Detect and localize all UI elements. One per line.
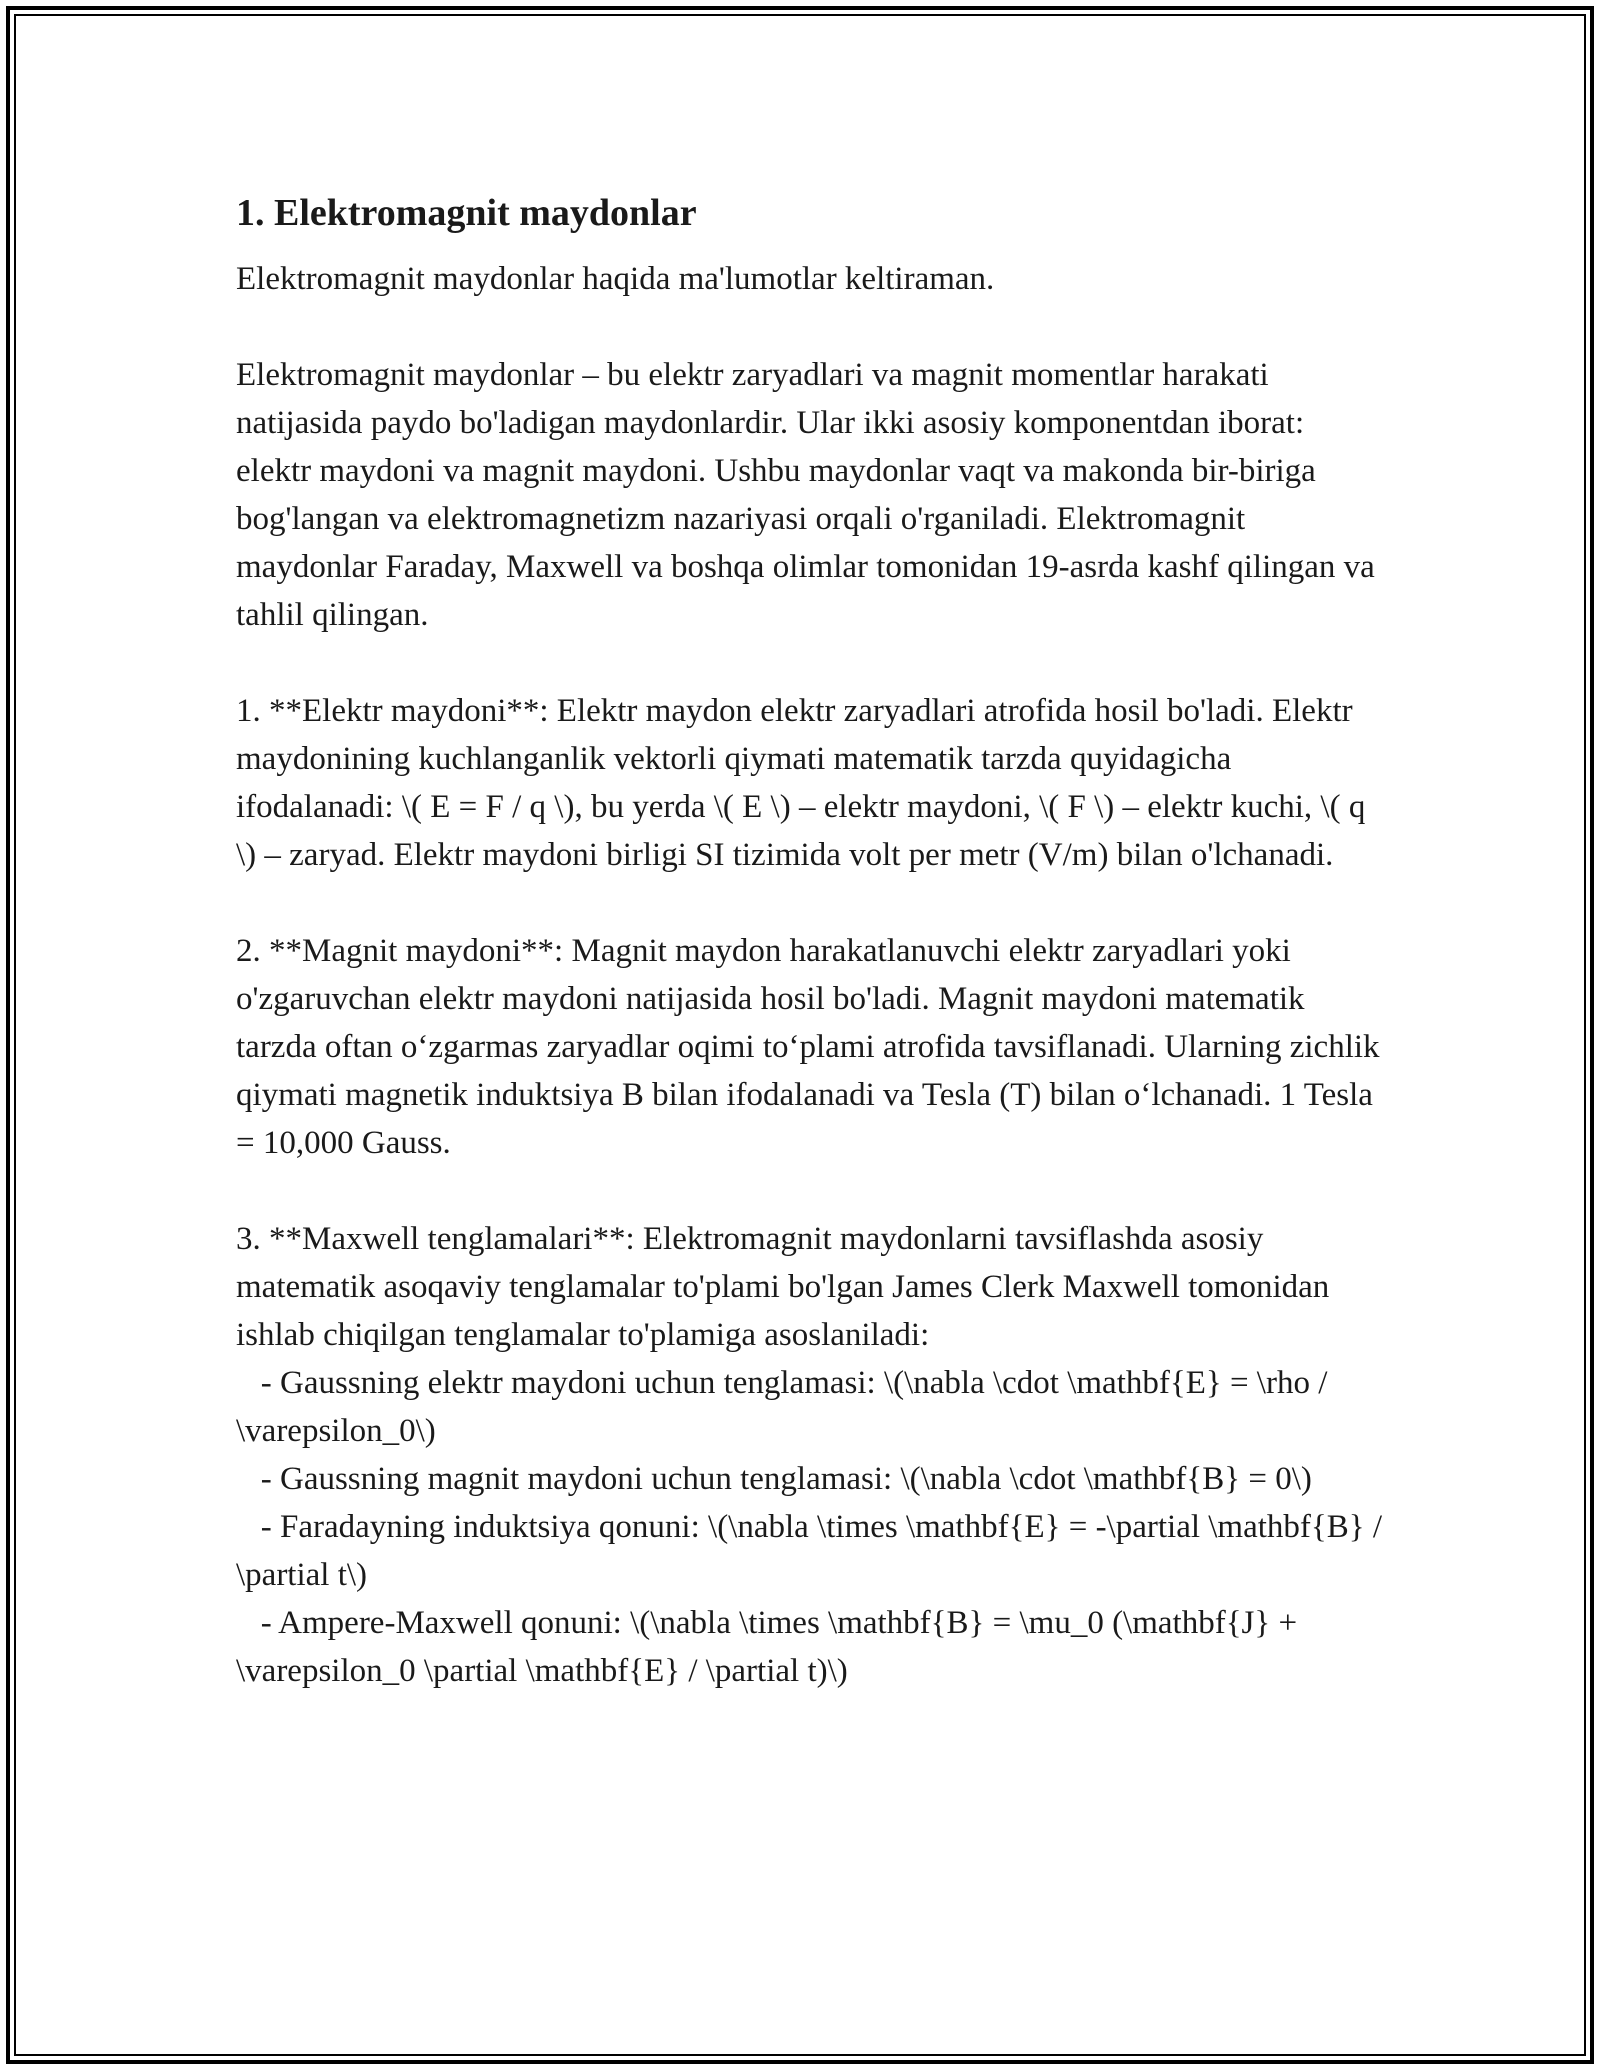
overview-paragraph: Elektromagnit maydonlar – bu elektr zaryadlari va magnit momentlar harakati natijasida paydo bo'ladigan maydonlardir. Ular ikki asosiy komponentdan iborat: elektr maydoni va magnit maydoni. Ushbu maydonlar vaqt va makonda bir-biriga bog'langan va elektromagnetizm nazariyasi orqali o'rganiladi. Elektromagnit maydonlar Faraday, Maxwell va boshqa olimlar tomonidan 19-asrda kashf qilingan va tahlil qilingan. <box>236 357 1384 633</box>
gauss-magnetic-equation: - Gaussning magnit maydoni uchun tenglamasi: \(\nabla \cdot \mathbf{B} = 0\) <box>236 1461 1312 1497</box>
paragraph-spacer <box>236 879 1386 927</box>
document-page <box>236 183 1391 1695</box>
paragraph-spacer <box>236 639 1386 687</box>
document-title: 1. Elektromagnit maydonlar <box>236 192 697 234</box>
faraday-law-equation: - Faradayning induktsiya qonuni: \(\nabla \times \mathbf{E} = -\partial \mathbf{B} / \partial t\) <box>236 1509 1391 1593</box>
electric-field-paragraph: 1. **Elektr maydoni**: Elektr maydon elektr zaryadlari atrofida hosil bo'ladi. Elektr maydonining kuchlanganlik vektorli qiymati matematik tarzda quyidagicha ifodalanadi: \( E = F / q \), bu yerda \( E \) – elektr maydoni, \( F \) – elektr kuchi, \( q \) – zaryad. Elektr maydoni birligi SI tizimida volt per metr (V/m) bilan o'lchanadi. <box>236 693 1374 873</box>
paragraph-spacer <box>236 303 1386 351</box>
intro-paragraph: Elektromagnit maydonlar haqida ma'lumotlar keltiraman. <box>236 261 995 297</box>
ampere-maxwell-equation: - Ampere-Maxwell qonuni: \(\nabla \times \mathbf{B} = \mu_0 (\mathbf{J} + \varepsilon_0 \partial \mathbf{E} / \partial t)\) <box>236 1605 1306 1689</box>
gauss-electric-equation: - Gaussning elektr maydoni uchun tenglamasi: \(\nabla \cdot \mathbf{E} = \rho / \varepsilon_0\) <box>236 1365 1336 1449</box>
paragraph-spacer <box>236 1167 1386 1215</box>
magnetic-field-paragraph: 2. **Magnit maydoni**: Magnit maydon harakatlanuvchi elektr zaryadlari yoki o'zgaruvchan elektr maydoni natijasida hosil bo'ladi. Magnit maydoni matematik tarzda oftan o‘zgarmas zaryadlar oqimi to‘plami atrofida tavsiflanadi. Ularning zichlik qiymati magnetik induktsiya B bilan ifodalanadi va Tesla (T) bilan o‘lchanadi. 1 Tesla = 10,000 Gauss. <box>236 933 1388 1161</box>
maxwell-equations-paragraph: 3. **Maxwell tenglamalari**: Elektromagnit maydonlarni tavsiflashda asosiy matematik asoqaviy tenglamalar to'plami bo'lgan James Clerk Maxwell tomonidan ishlab chiqilgan tenglamalar to'plamiga asoslaniladi: <box>236 1221 1338 1353</box>
